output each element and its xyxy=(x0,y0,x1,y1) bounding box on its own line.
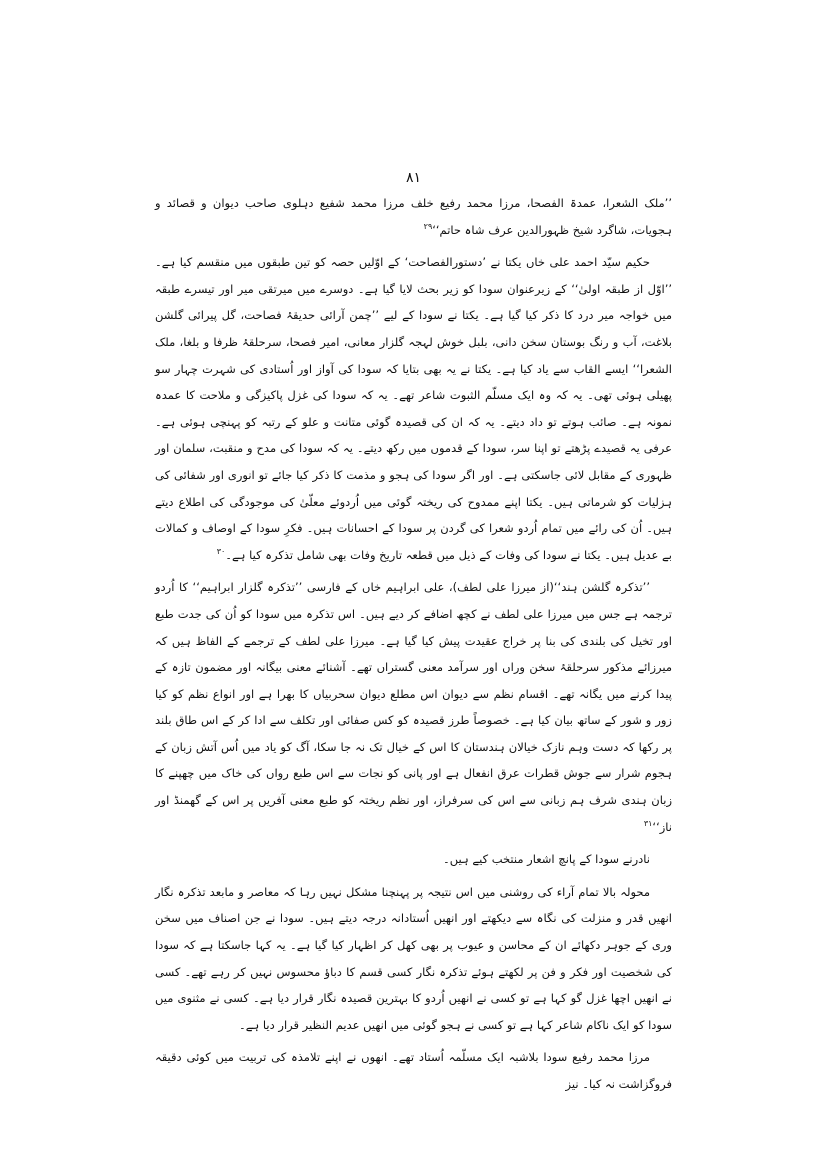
body-paragraph xyxy=(155,574,672,840)
quote-paragraph xyxy=(155,190,672,243)
body-paragraph xyxy=(155,879,672,1039)
paragraph-text: ’’تذکرہ گلشن ہند‘‘(از میرزا علی لطف)، علی ابراہیم خاں کے فارسی ’’تذکرہ گلزار ابراہیم‘‘ کا اُردو ترجمہ ہے جس میں میرزا علی لطف نے کچھ اضافے کر دیے ہیں۔ اس تذکرہ میں سودا کو اُن کی جدت طبع اور تخیل کی بلندی کی بنا پر خراج عقیدت پیش کیا گیا ہے۔ میرزا علی لطف کے ترجمے کے الفاظ ہیں کہ میرزائے مذکور سرحلقۂ سخن وراں اور سرآمد معنی گستراں تھے۔ آشنائے معنی بیگانہ اور مضمون تازہ کے پیدا کرنے میں یگانہ تھے۔ اقسام نظم سے دیوان اس مطلع دیوان سحربیاں کا بھرا ہے اور انواع نظم کو کیا زور و شور کے ساتھ بیان کیا ہے۔ خصوصاً طرز قصیدہ کو کس صفائی اور تکلف سے ادا کر کے اس طاق بلند پر رکھا کہ دست وہم نازک خیالان ہندستان کا اس کے خیال تک نہ جا سکا، آگ کو یاد میں اُس آتش زبان کے ہجوم شرار سے جوش قطرات عرق انفعال ہے اور پانی کو نجات سے اس طبع رواں کی خاک میں چھپنے کا زبان ہندی شرف ہم زبانی سے اس کی سرفراز، اور نظم ریختہ کو طبع معنی آفریں پر اس کے گھمنڈ اور ناز‘‘ xyxy=(155,580,672,834)
paragraph-text: مرزا محمد رفیع سودا بلاشبہ ایک مسلّمہ اُستاد تھے۔ انھوں نے اپنے تلامذہ کی تربیت میں کوئی دقیقہ فروگزاشت نہ کیا۔ نیز xyxy=(155,1050,672,1091)
paragraph-text: نادرنے سودا کے پانچ اشعار منتخب کیے ہیں۔ xyxy=(443,852,650,867)
paragraph-text: حکیم سیّد احمد علی خاں یکتا نے ’دستورالفصاحت‘ کے اوّلیں حصہ کو تین طبقوں میں منقسم کیا ہے۔ ’’اوّل از طبقہ اولیٰ‘‘ کے زیرعنوان سودا کو زیر بحث لایا گیا ہے۔ دوسرے میں میرتقی میر اور تیسرے طبقہ میں خواجہ میر درد کا ذکر کیا گیا ہے۔ یکتا نے سودا کے لیے ’’چمن آرائی حدیقۂ فصاحت، گل پیرائی گلشن بلاغت، آب و رنگ بوستان سخن دانی، بلبل خوش لہجہ گلزار معانی، امیر فصحا، سرحلقۂ ظرفا و بلغا، ملک الشعرا‘‘ ایسے القاب سے یاد کیا ہے۔ یکتا نے یہ بھی بتایا کہ سودا کی آواز اور اُستادی کی شہرت چہار سو پھیلی ہوئی تھی۔ یہ کہ وہ ایک مسلّم الثبوت شاعر تھے۔ یہ کہ سودا کی غزل پاکیزگی و ملاحت کا عمدہ نمونہ ہے۔ صائب ہوتے تو داد دیتے۔ یہ کہ ان کی قصیدہ گوئی متانت و علو کے رتبہ کو پہنچی ہوئی ہے۔ عرفی یہ قصیدے پڑھتے تو اپنا سر، سودا کے قدموں میں رکھ دیتے۔ یہ کہ سودا کی مدح و منقبت، سلمان اور ظہوری کے مقابل لائی جاسکتی ہے۔ اور اگر سودا کی ہجو و مذمت کا ذکر کیا جائے تو انوری اور شفائی کی ہزلیات کو شرماتی ہیں۔ یکتا اپنے ممدوح کی ریختہ گوئی میں اُردوئے معلّیٰ کی موجودگی کی اطلاع دیتے ہیں۔ اُن کی رائے میں تمام اُردو شعرا کی گردن پر سودا کے احسانات ہیں۔ فکرِ سودا کے اوصاف و کمالات بے عدیل ہیں۔ یکتا نے سودا کی وفات کے ذیل میں قطعہ تاریخ وفات بھی شامل تذکرہ کیا ہے۔ xyxy=(155,255,672,562)
footnote-marker: ۳۰ xyxy=(216,546,226,556)
footnote-marker: ۲۹ xyxy=(423,221,433,231)
body-paragraph xyxy=(155,846,672,873)
page-number: ۸۱ xyxy=(405,170,422,186)
footnote-marker: ۳۱ xyxy=(643,818,653,828)
paragraph-text: ’’ملک الشعرا، عمدۃ الفصحا، مرزا محمد رفیع خلف مرزا محمد شفیع دہلوی صاحب دیوان و قصائد و ہجویات، شاگرد شیخ ظہورالدین عرف شاہ حاتم‘‘ xyxy=(155,196,672,237)
body-paragraph xyxy=(155,1044,672,1097)
text-body xyxy=(155,190,672,1104)
body-paragraph xyxy=(155,249,672,568)
paragraph-text: محولہ بالا تمام آراء کی روشنی میں اس نتیجہ پر پہنچنا مشکل نہیں رہا کہ معاصر و مابعد تذکرہ نگار انھیں قدر و منزلت کی نگاہ سے دیکھتے اور انھیں اُستادانہ درجہ دیتے ہیں۔ سودا نے جن اصناف میں سخن وری کے جوہر دکھائے ان کے محاسن و عیوب پر بھی کھل کر اظہار کیا گیا ہے۔ یہ کہا جاسکتا ہے کہ سودا کی شخصیت اور فکر و فن پر لکھتے ہوئے تذکرہ نگار کسی قسم کا دباؤ محسوس نہیں کر رہے تھے۔ کسی نے انھیں اچھا غزل گو کہا ہے تو کسی نے انھیں اُردو کا بہترین قصیدہ نگار قرار دیا ہے۔ کسی نے مثنوی میں سودا کو ایک ناکام شاعر کہا ہے تو کسی نے ہجو گوئی میں انھیں عدیم النظیر قرار دیا ہے۔ xyxy=(155,884,672,1032)
